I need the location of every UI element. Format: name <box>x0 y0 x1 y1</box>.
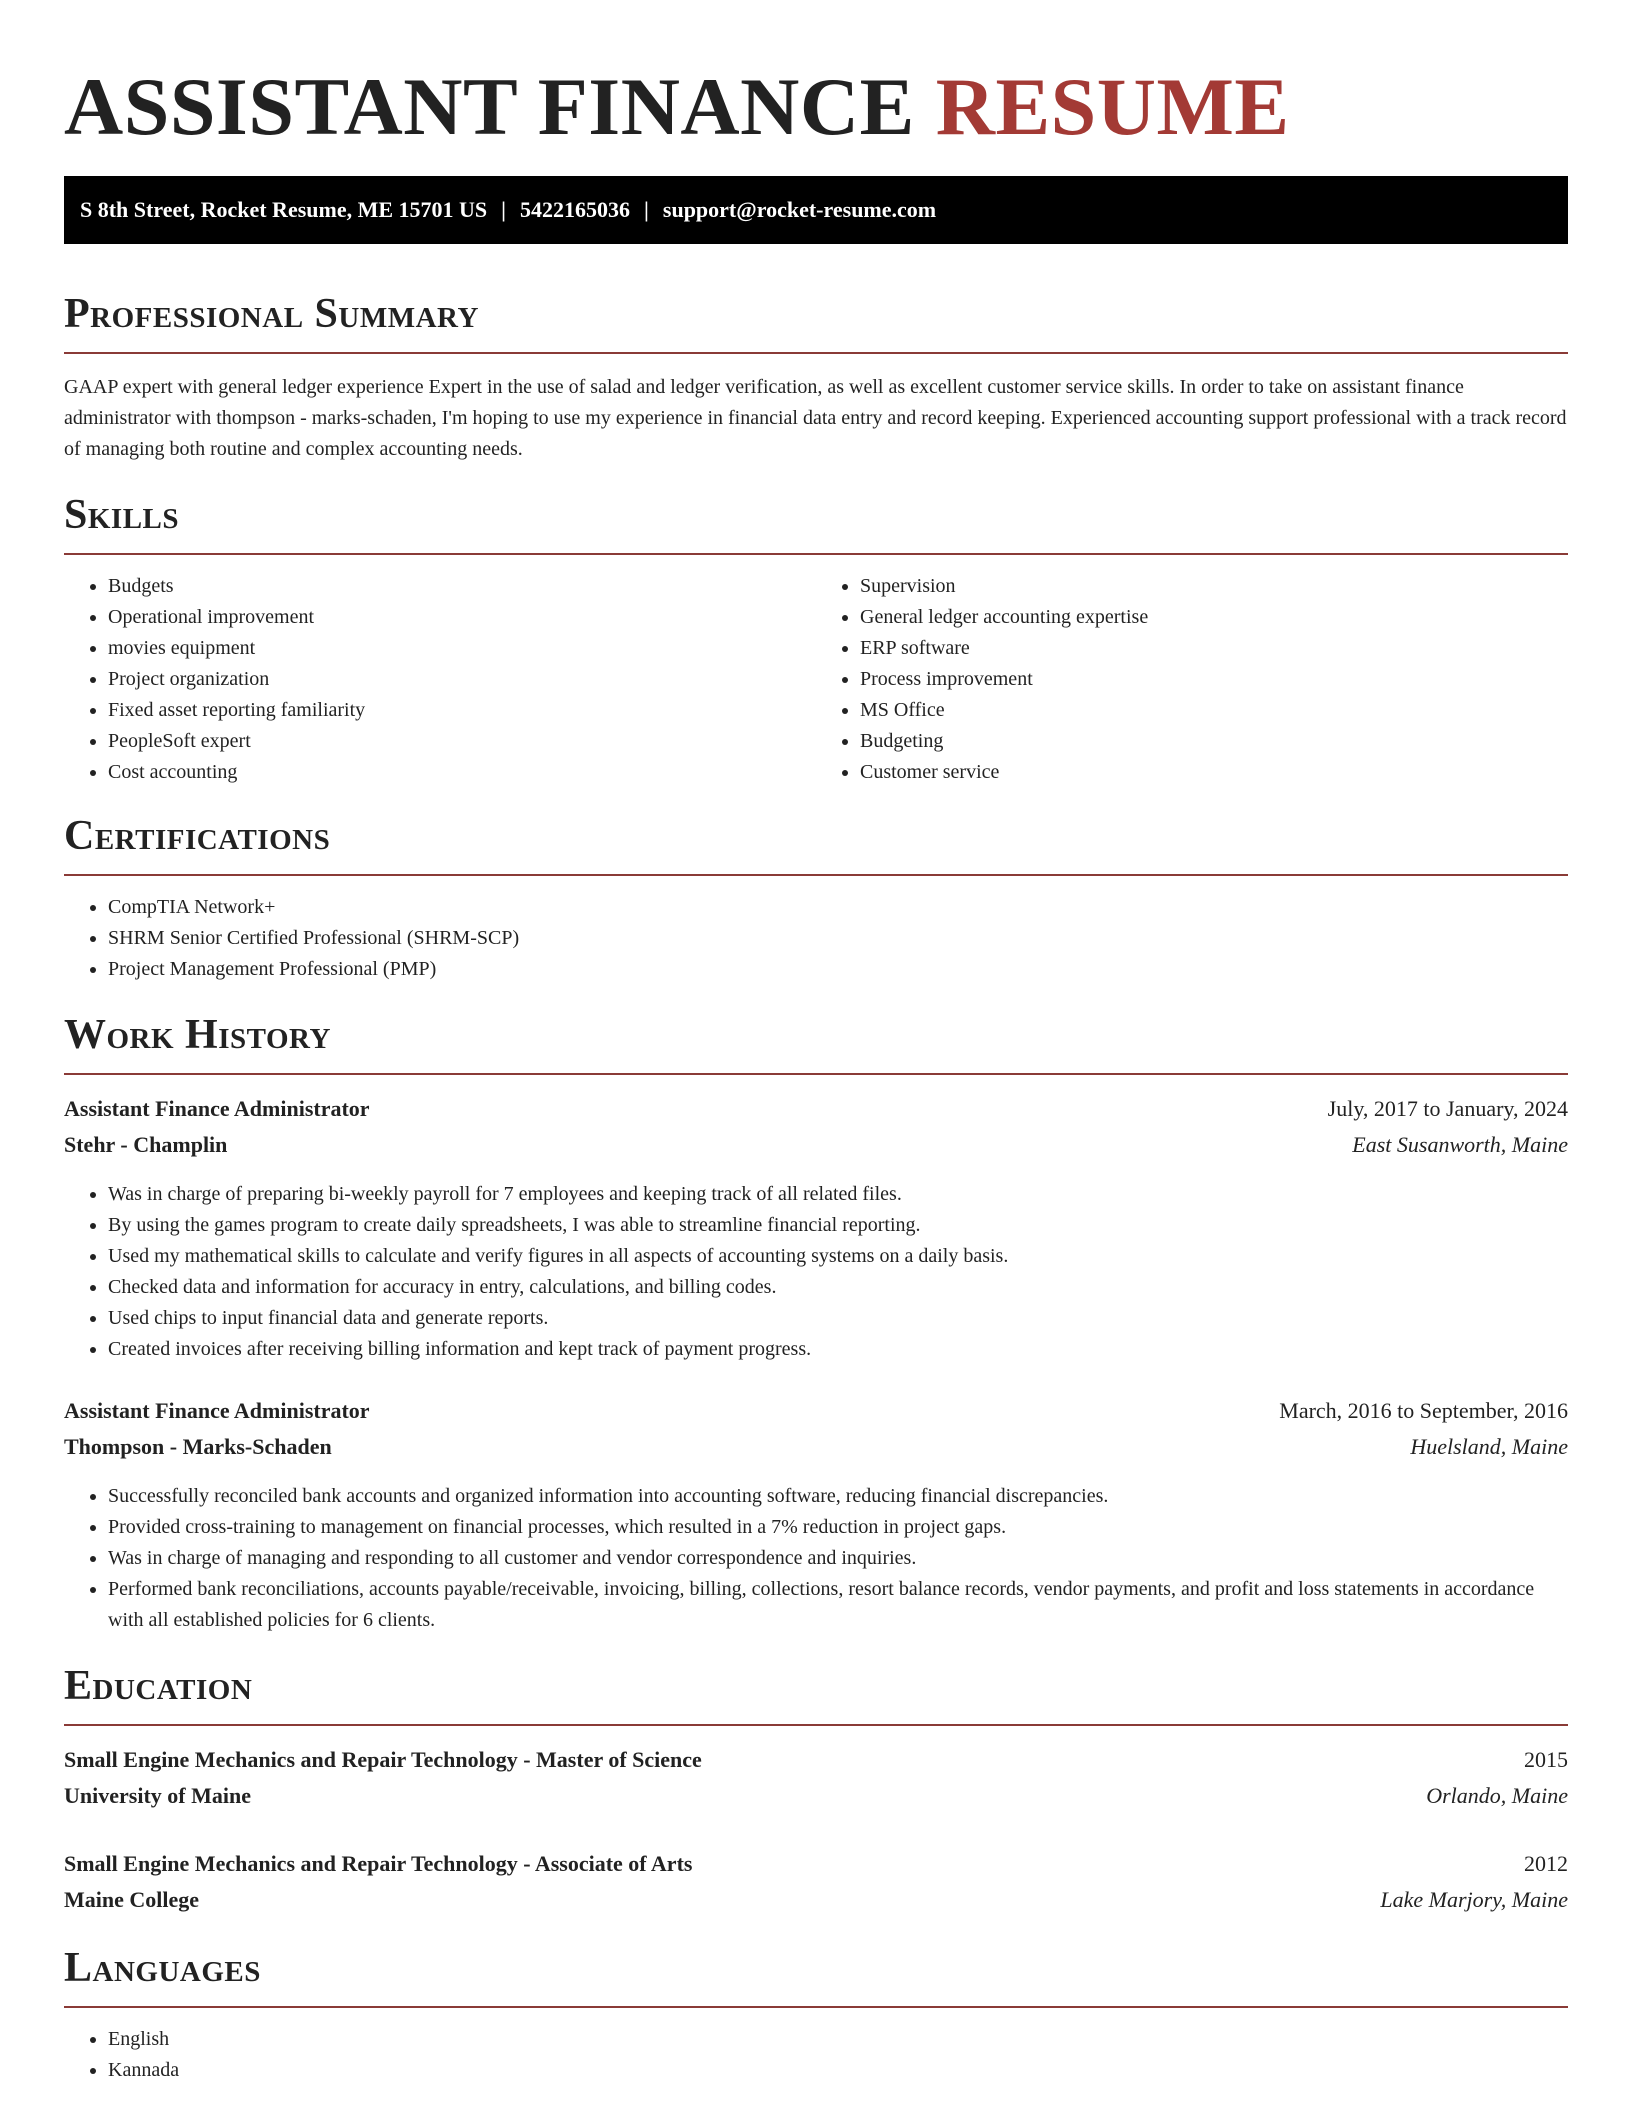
skill-item: • ERP software <box>860 633 1568 664</box>
certification-item: • CompTIA Network+ <box>108 892 1568 923</box>
education-degree: Small Engine Mechanics and Repair Technology - Master of Science <box>64 1747 702 1772</box>
section-divider <box>64 1724 1568 1726</box>
certifications-heading: Certifications <box>64 813 331 859</box>
job-duties-list <box>64 1179 1568 1365</box>
education-year: 2012 <box>1524 1851 1568 1876</box>
job-company-row <box>64 1429 1568 1465</box>
job-duties-list <box>64 1481 1568 1636</box>
job-duty: • Created invoices after receiving billing information and kept track of payment progress. <box>108 1334 1568 1365</box>
language-item: • Kannada <box>108 2055 1568 2086</box>
skill-item: • Process improvement <box>860 664 1568 695</box>
certifications-section <box>64 810 1568 985</box>
education-school-row <box>64 1778 1568 1814</box>
education-school: Maine College <box>64 1887 200 1912</box>
skill-item: • Project organization <box>108 664 816 695</box>
languages-heading: Languages <box>64 1945 261 1991</box>
education-location: Orlando, Maine <box>1426 1783 1568 1808</box>
skill-item: • Budgeting <box>860 726 1568 757</box>
skill-item: • Fixed asset reporting familiarity <box>108 695 816 726</box>
job-title: Assistant Finance Administrator <box>64 1398 370 1423</box>
job-entry <box>64 1091 1568 1365</box>
job-location: East Susanworth, Maine <box>1352 1132 1568 1157</box>
job-header-row <box>64 1091 1568 1127</box>
job-entry <box>64 1393 1568 1636</box>
section-divider <box>64 2006 1568 2008</box>
job-duty: • Provided cross-training to management on financial processes, which resulted in a 7% reduction in project gaps. <box>108 1512 1568 1543</box>
skill-item: • Supervision <box>860 571 1568 602</box>
certifications-list <box>64 892 1568 985</box>
summary-section <box>64 288 1568 465</box>
job-duty: • Was in charge of preparing bi-weekly payroll for 7 employees and keeping track of all related files. <box>108 1179 1568 1210</box>
job-duty: • By using the games program to create daily spreadsheets, I was able to streamline financial reporting. <box>108 1210 1568 1241</box>
skill-item: • Cost accounting <box>108 757 816 788</box>
job-duty: • Used chips to input financial data and generate reports. <box>108 1303 1568 1334</box>
contact-email[interactable]: support@rocket-resume.com <box>662 197 937 222</box>
work-history-heading: Work History <box>64 1012 331 1058</box>
language-item: • English <box>108 2024 1568 2055</box>
job-dates: March, 2016 to September, 2016 <box>1279 1398 1568 1423</box>
education-degree-row <box>64 1846 1568 1882</box>
job-company: Stehr - Champlin <box>64 1132 228 1157</box>
skills-list-right <box>816 571 1568 788</box>
education-entry <box>64 1846 1568 1918</box>
job-title: Assistant Finance Administrator <box>64 1096 370 1121</box>
skills-list-left <box>64 571 816 788</box>
job-header-row <box>64 1393 1568 1429</box>
section-divider <box>64 1073 1568 1075</box>
education-location: Lake Marjory, Maine <box>1380 1887 1568 1912</box>
skills-section <box>64 489 1568 788</box>
education-heading: Education <box>64 1663 253 1709</box>
skill-item: • movies equipment <box>108 633 816 664</box>
education-entry <box>64 1742 1568 1814</box>
title-accent: RESUME <box>935 61 1290 152</box>
skills-columns <box>64 555 1568 788</box>
skill-item: • PeopleSoft expert <box>108 726 816 757</box>
skill-item: • MS Office <box>860 695 1568 726</box>
languages-section <box>64 1942 1568 2086</box>
title-main: ASSISTANT FINANCE <box>64 61 915 152</box>
languages-list <box>64 2024 1568 2086</box>
job-duty: • Was in charge of managing and responding to all customer and vendor correspondence and inquiries. <box>108 1543 1568 1574</box>
skill-item: • Operational improvement <box>108 602 816 633</box>
job-location: Huelsland, Maine <box>1410 1434 1568 1459</box>
certification-item: • SHRM Senior Certified Professional (SHRM-SCP) <box>108 923 1568 954</box>
job-duty: • Used my mathematical skills to calculate and verify figures in all aspects of accounting systems on a daily basis. <box>108 1241 1568 1272</box>
work-history-section <box>64 1009 1568 1636</box>
contact-separator: | <box>644 197 649 222</box>
education-school: University of Maine <box>64 1783 251 1808</box>
contact-phone: 5422165036 <box>520 197 631 222</box>
education-degree: Small Engine Mechanics and Repair Technology - Associate of Arts <box>64 1851 693 1876</box>
education-year: 2015 <box>1524 1747 1568 1772</box>
contact-address: S 8th Street, Rocket Resume, ME 15701 US <box>80 197 488 222</box>
education-degree-row <box>64 1742 1568 1778</box>
skill-item: • Budgets <box>108 571 816 602</box>
job-company-row <box>64 1127 1568 1163</box>
job-company: Thompson - Marks-Schaden <box>64 1434 332 1459</box>
contact-bar <box>64 176 1568 244</box>
section-divider <box>64 874 1568 876</box>
job-dates: July, 2017 to January, 2024 <box>1327 1096 1568 1121</box>
resume-title <box>64 0 1568 156</box>
skills-heading: Skills <box>64 492 180 538</box>
contact-separator: | <box>501 197 507 222</box>
job-duty: • Performed bank reconciliations, accounts payable/receivable, invoicing, billing, collections, resort balance records, vendor payments, and profit and loss statements in accordance with all established policies for 6 clients. <box>108 1574 1568 1636</box>
job-duty: • Successfully reconciled bank accounts and organized information into accounting software, reducing financial discrepancies. <box>108 1481 1568 1512</box>
section-divider <box>64 352 1568 354</box>
summary-heading: Professional Summary <box>64 291 479 337</box>
certification-item: • Project Management Professional (PMP) <box>108 954 1568 985</box>
summary-text: GAAP expert with general ledger experience Expert in the use of salad and ledger verification, as well as excellent customer service skills. In order to take on assistant finance administrator with thompson - marks-schaden, I'm hoping to use my experience in financial data entry and record keeping. Experienced accounting support professional with a track record of managing both routine and complex accounting needs. <box>64 376 1567 460</box>
education-section <box>64 1660 1568 1918</box>
job-duty: • Checked data and information for accuracy in entry, calculations, and billing codes. <box>108 1272 1568 1303</box>
education-school-row <box>64 1882 1568 1918</box>
skill-item: • Customer service <box>860 757 1568 788</box>
skill-item: • General ledger accounting expertise <box>860 602 1568 633</box>
